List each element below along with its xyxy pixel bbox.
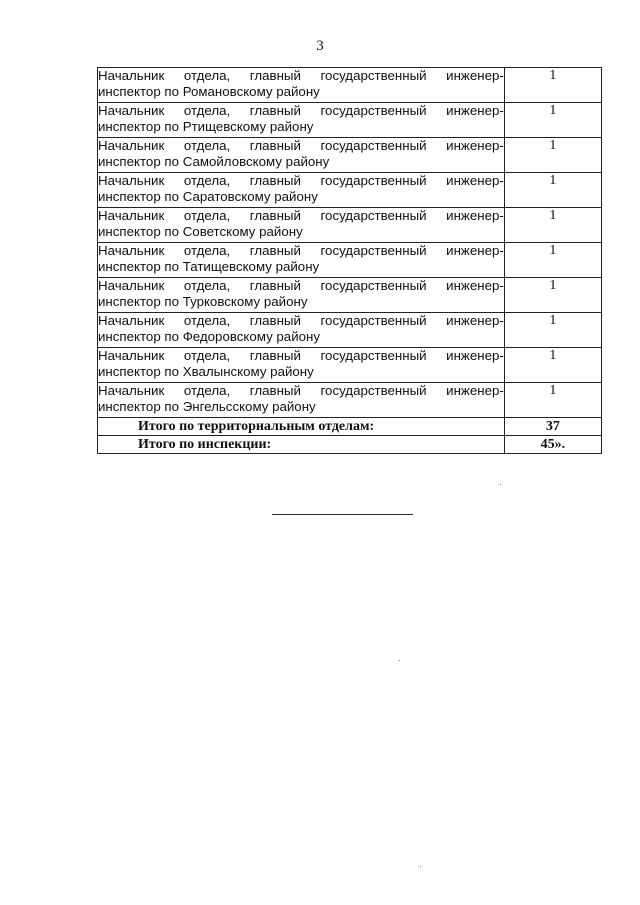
position-line-1: Начальник отдела, главный государственный инженер- <box>98 383 504 398</box>
table-row <box>98 348 602 383</box>
position-line-2: инспектор по Федоровскому району <box>98 329 321 344</box>
position-line-1: Начальник отдела, главный государственный инженер- <box>98 103 504 118</box>
position-cell <box>98 278 505 313</box>
count-cell: 1 <box>504 313 601 348</box>
total-label: Итого по инспекции: <box>98 436 505 454</box>
table-row <box>98 313 602 348</box>
count-cell: 1 <box>504 68 601 103</box>
total-row-inspection <box>98 436 602 454</box>
position-line-1: Начальник отдела, главный государственный инженер- <box>98 68 504 83</box>
position-line-2: инспектор по Энгельсскому району <box>98 399 316 414</box>
total-row-territorial <box>98 418 602 436</box>
position-cell <box>98 208 505 243</box>
count-cell: 1 <box>504 173 601 208</box>
staff-table <box>97 67 602 454</box>
count-cell: 1 <box>504 243 601 278</box>
position-line-2: инспектор по Романовскому району <box>98 84 320 99</box>
position-line-2: инспектор по Самойловскому району <box>98 154 330 169</box>
count-cell: 1 <box>504 208 601 243</box>
scan-speck <box>500 484 501 485</box>
position-line-2: инспектор по Турковскому району <box>98 294 308 309</box>
position-line-2: инспектор по Хвалынскому району <box>98 364 314 379</box>
position-cell <box>98 68 505 103</box>
position-cell <box>98 138 505 173</box>
position-cell <box>98 243 505 278</box>
position-line-1: Начальник отдела, главный государственный инженер- <box>98 138 504 153</box>
table-row <box>98 138 602 173</box>
position-line-2: инспектор по Татищевскому району <box>98 259 320 274</box>
separator-line <box>272 514 413 515</box>
position-cell <box>98 348 505 383</box>
position-line-1: Начальник отдела, главный государственный инженер- <box>98 348 504 363</box>
table-row <box>98 383 602 418</box>
count-cell: 1 <box>504 103 601 138</box>
total-value: 45». <box>504 436 601 454</box>
position-line-1: Начальник отдела, главный государственный инженер- <box>98 173 504 188</box>
table-row <box>98 173 602 208</box>
table-row <box>98 278 602 313</box>
count-cell: 1 <box>504 278 601 313</box>
total-value: 37 <box>504 418 601 436</box>
table-row <box>98 103 602 138</box>
count-cell: 1 <box>504 138 601 173</box>
position-cell <box>98 313 505 348</box>
scan-speck <box>399 660 400 661</box>
position-line-2: инспектор по Советскому району <box>98 224 303 239</box>
position-cell <box>98 383 505 418</box>
position-line-1: Начальник отдела, главный государственный инженер- <box>98 313 504 328</box>
position-line-2: инспектор по Саратовскому району <box>98 189 318 204</box>
page-number: 3 <box>316 38 324 54</box>
count-cell: 1 <box>504 383 601 418</box>
position-line-1: Начальник отдела, главный государственный инженер- <box>98 243 504 258</box>
position-cell <box>98 103 505 138</box>
position-line-1: Начальник отдела, главный государственный инженер- <box>98 278 504 293</box>
position-cell <box>98 173 505 208</box>
table-row <box>98 243 602 278</box>
position-line-2: инспектор по Ртищевскому району <box>98 119 314 134</box>
total-label: Итого по территориальным отделам: <box>98 418 505 436</box>
table-row <box>98 208 602 243</box>
table-row <box>98 68 602 103</box>
position-line-1: Начальник отдела, главный государственный инженер- <box>98 208 504 223</box>
scan-speck <box>420 866 421 867</box>
count-cell: 1 <box>504 348 601 383</box>
